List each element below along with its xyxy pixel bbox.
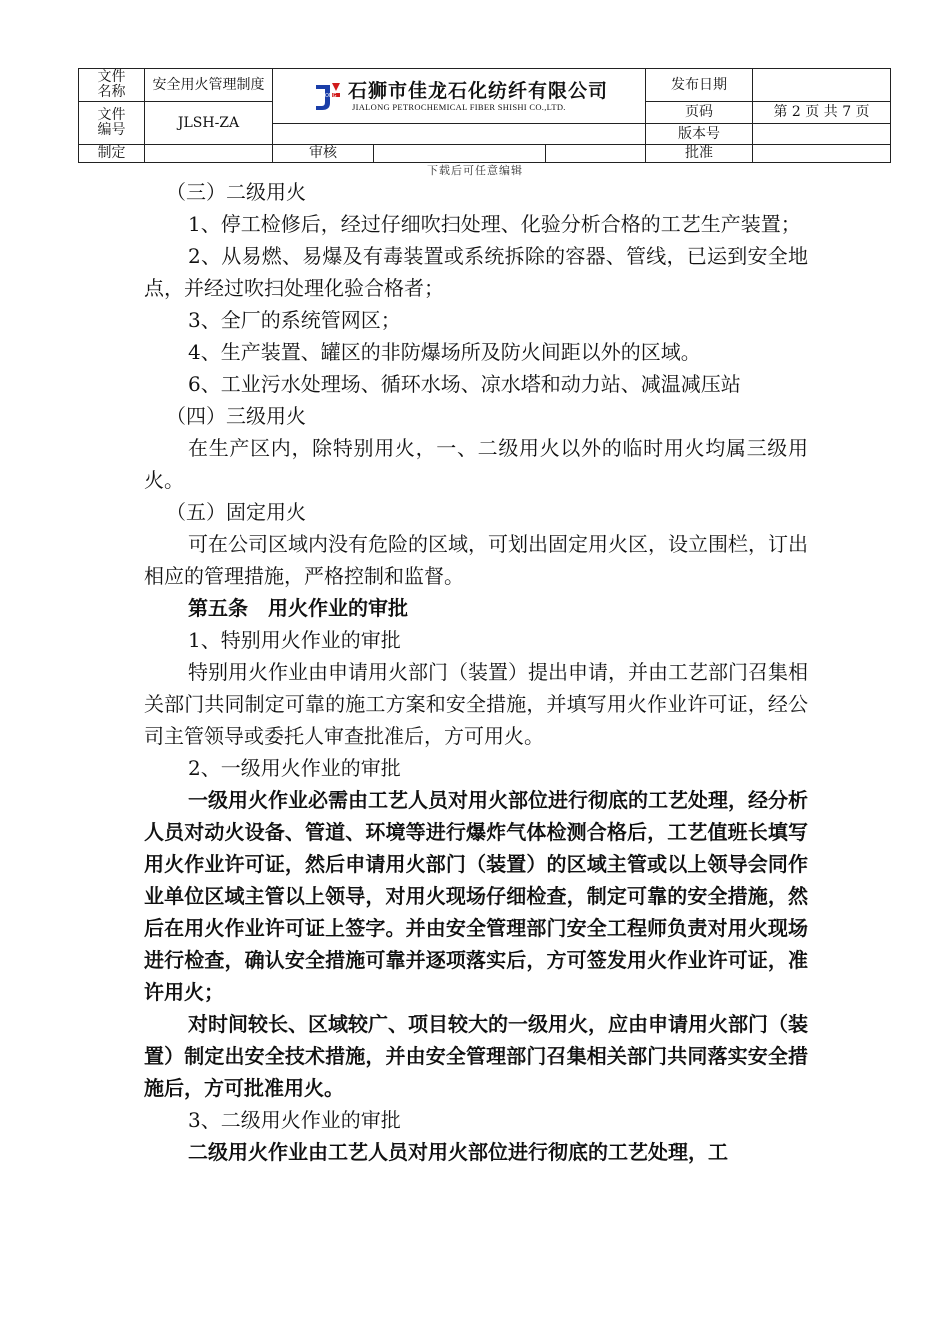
made-value xyxy=(145,145,273,163)
version-label: 版本号 xyxy=(646,124,753,145)
paragraph: 在生产区内，除特别用火，一、二级用火以外的临时用火均属三级用火。 xyxy=(144,436,808,492)
logo-cell-lower xyxy=(273,124,646,145)
publish-date-label: 发布日期 xyxy=(646,69,753,102)
paragraph: 2、从易燃、易爆及有毒装置或系统拆除的容器、管线，已运到安全地点，并经过吹扫处理化验合格者； xyxy=(144,244,808,300)
version-value xyxy=(753,124,891,145)
file-no-label: 文件 编号 xyxy=(79,102,145,145)
company-name-cn: 石狮市佳龙石化纺纤有限公司 xyxy=(348,80,609,102)
approve-label: 批准 xyxy=(646,145,753,163)
download-note: 下载后可任意编辑 xyxy=(427,164,523,177)
document-body xyxy=(144,176,808,1168)
spacer-cell xyxy=(546,145,646,163)
section-heading: （四）三级用火 xyxy=(166,404,306,428)
paragraph: 可在公司区域内没有危险的区域，可划出固定用火区，设立围栏，订出相应的管理措施，严格控制和监督。 xyxy=(144,532,808,588)
file-no-value: JLSH-ZA xyxy=(145,102,273,145)
file-name-label: 文件 名称 xyxy=(79,69,145,102)
document-header-table xyxy=(78,68,891,163)
approve-value xyxy=(753,145,891,163)
paragraph: 4、生产装置、罐区的非防爆场所及防火间距以外的区域。 xyxy=(188,340,701,364)
page-label: 页码 xyxy=(646,102,753,124)
article-heading: 第五条 用火作业的审批 xyxy=(188,596,408,620)
paragraph-bold: 一级用火作业必需由工艺人员对用火部位进行彻底的工艺处理，经分析人员对动火设备、管道、环境等进行爆炸气体检测合格后，工艺值班长填写用火作业许可证，然后申请用火部门（装置）的区域主管或以上领导会同作业单位区域主管以上领导，对用火现场仔细检查，制定可靠的安全措施，然后在用火作业许可证上签字。并由安全管理部门安全工程师负责对用火现场进行检查，确认安全措施可靠并逐项落实后，方可签发用火作业许可证，准许用火； xyxy=(144,788,808,1004)
review-label: 审核 xyxy=(273,145,374,163)
publish-date-value xyxy=(753,69,891,102)
company-name-en: JIALONG PETROCHEMICAL FIBER SHISHI CO.,LTD. xyxy=(352,102,566,112)
paragraph-bold: 对时间较长、区域较广、项目较大的一级用火，应由申请用火部门（装置）制定出安全技术措施，并由安全管理部门召集相关部门共同落实安全措施后，方可批准用火。 xyxy=(144,1012,808,1100)
paragraph: 3、全厂的系统管网区； xyxy=(188,308,401,332)
paragraph: 6、工业污水处理场、循环水场、凉水塔和动力站、减温减压站 xyxy=(188,372,741,396)
paragraph: 3、二级用火作业的审批 xyxy=(188,1108,401,1132)
made-label: 制定 xyxy=(79,145,145,163)
company-logo-icon xyxy=(310,79,344,113)
paragraph: 特别用火作业由申请用火部门（装置）提出申请，并由工艺部门召集相关部门共同制定可靠的施工方案和安全措施，并填写用火作业许可证，经公司主管领导或委托人审查批准后，方可用火。 xyxy=(144,660,808,748)
paragraph-bold: 二级用火作业由工艺人员对用火部位进行彻底的工艺处理，工 xyxy=(188,1140,728,1164)
paragraph: 2、一级用火作业的审批 xyxy=(188,756,401,780)
section-heading: （三）二级用火 xyxy=(166,180,306,204)
file-name-value: 安全用火管理制度 xyxy=(145,69,273,102)
company-logo-cell xyxy=(273,69,646,124)
section-heading: （五）固定用火 xyxy=(166,500,306,524)
svg-text:JIALONG: JIALONG xyxy=(316,93,337,99)
review-value xyxy=(374,145,546,163)
page-value: 第 2 页 共 7 页 xyxy=(753,102,891,124)
paragraph: 1、特别用火作业的审批 xyxy=(188,628,401,652)
paragraph: 1、停工检修后，经过仔细吹扫处理、化验分析合格的工艺生产装置； xyxy=(188,212,801,236)
